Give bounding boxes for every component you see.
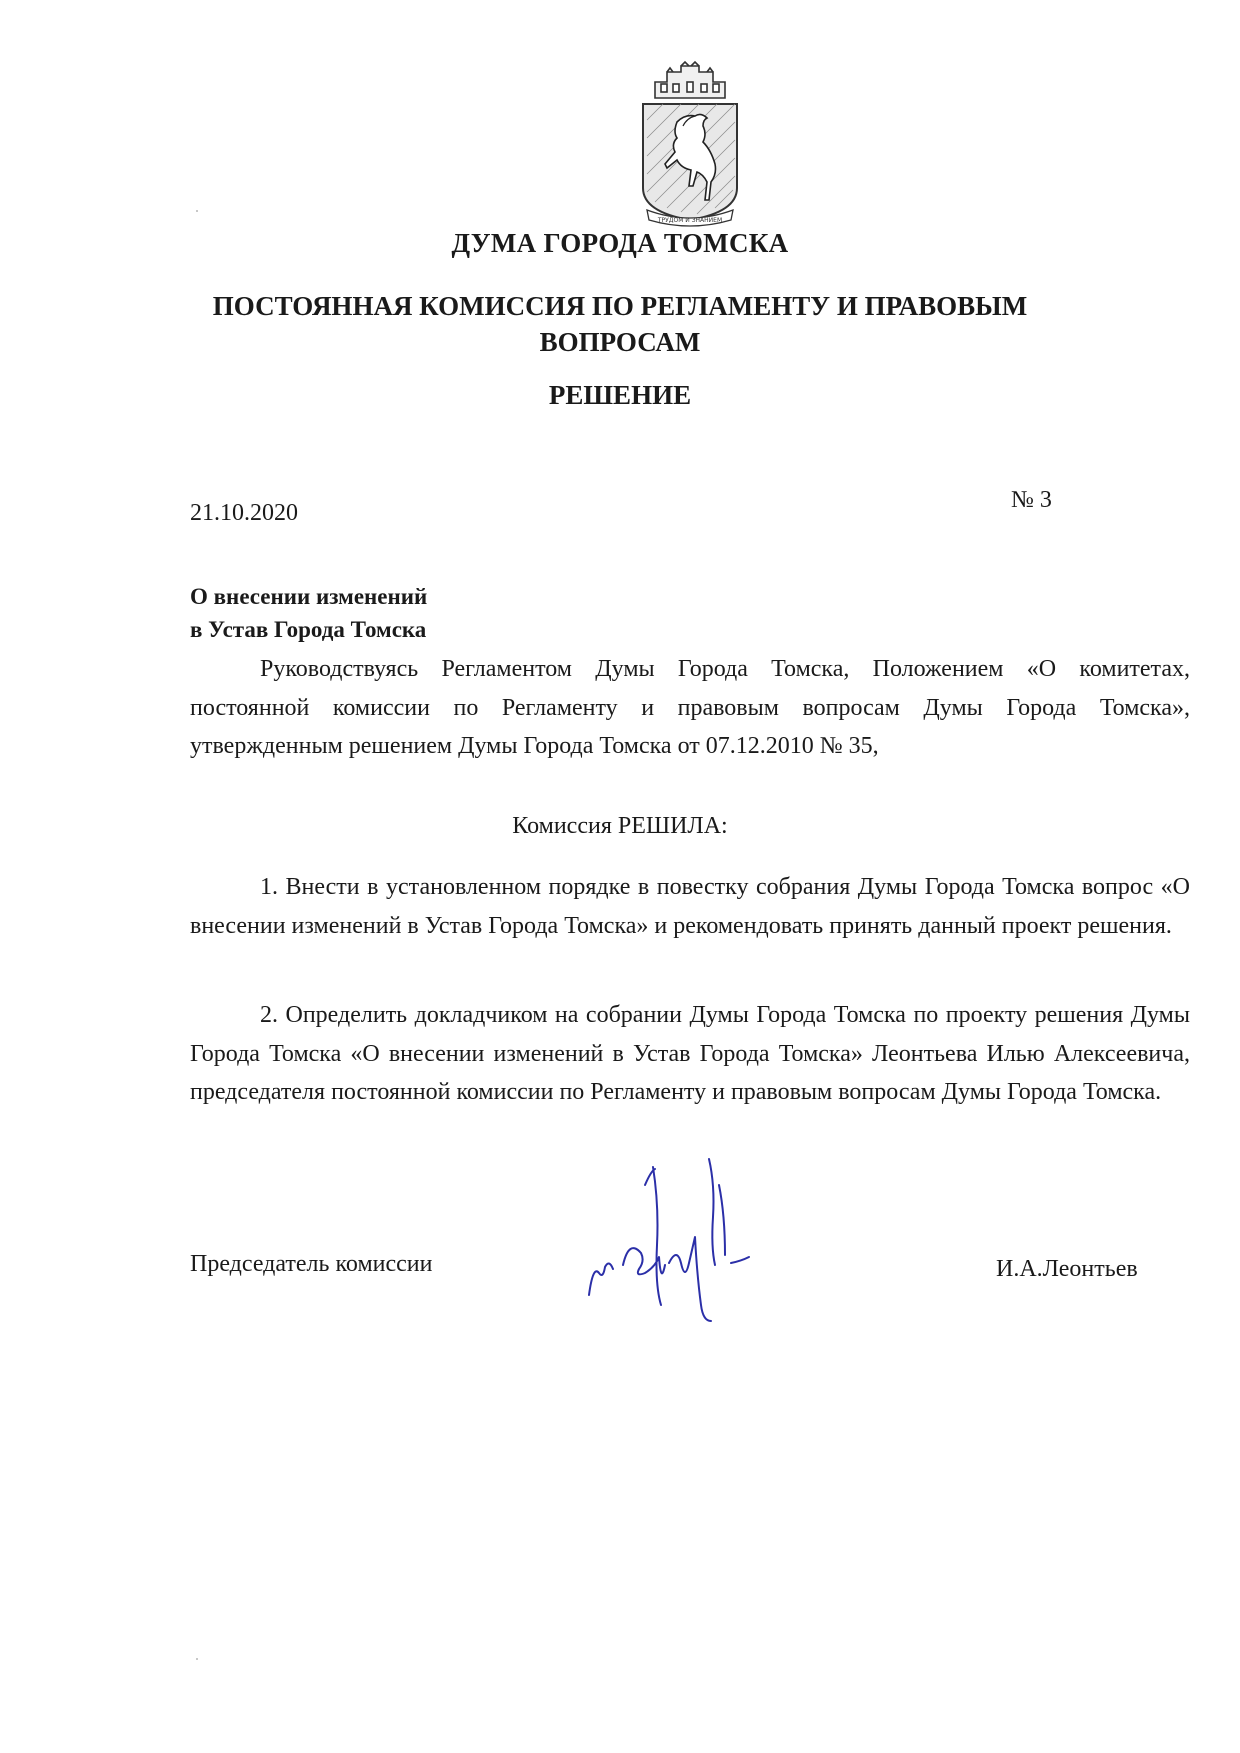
subject-line2: в Устав Города Томска (190, 617, 427, 642)
preamble-paragraph: Руководствуясь Регламентом Думы Города Томска, Положением «О комитетах, постоянной комиссии по Регламенту и правовым вопросам Думы Города Томска», утвержденным решением Думы Города Томска от 07.12.2010 № 35, (190, 656, 1190, 760)
signatory-name: И.А.Леонтьев (996, 1256, 1138, 1282)
commission-title (0, 288, 1240, 360)
handwritten-signature (585, 1145, 785, 1335)
resolution-item-2: 2. Определить докладчиком на собрании Думы Города Томска по проекту решения Думы Города Томска «О внесении изменений в Устав Города Томска» Леонтьева Илью Алексеевича, председателя постоянной комиссии по Регламенту и правовым вопросам Думы Города Томска. (190, 1002, 1190, 1106)
document-date: 21.10.2020 (190, 500, 298, 526)
resolution-item-1: 1. Внести в установленном порядке в повестку собрания Думы Города Томска вопрос «О внесении изменений в Устав Города Томска» и рекомендовать принять данный проект решения. (190, 874, 1190, 939)
tomsk-coat-of-arms-icon (637, 60, 743, 230)
scan-speck (196, 1658, 198, 1660)
commission-title-line2: ВОПРОСАМ (539, 327, 701, 357)
document-subject (190, 580, 427, 646)
resolution-heading: Комиссия РЕШИЛА: (512, 813, 728, 839)
org-title: ДУМА ГОРОДА ТОМСКА (451, 228, 789, 258)
document-number: № 3 (1011, 487, 1052, 513)
scan-speck (196, 210, 198, 212)
commission-title-line1: ПОСТОЯННАЯ КОМИССИЯ ПО РЕГЛАМЕНТУ И ПРАВОВЫМ (212, 291, 1028, 321)
signatory-role: Председатель комиссии (190, 1251, 433, 1277)
document-type: РЕШЕНИЕ (548, 380, 692, 410)
crest-motto: ТРУДОМ И ЗНАНИЕМ (657, 217, 723, 224)
subject-line1: О внесении изменений (190, 584, 428, 609)
